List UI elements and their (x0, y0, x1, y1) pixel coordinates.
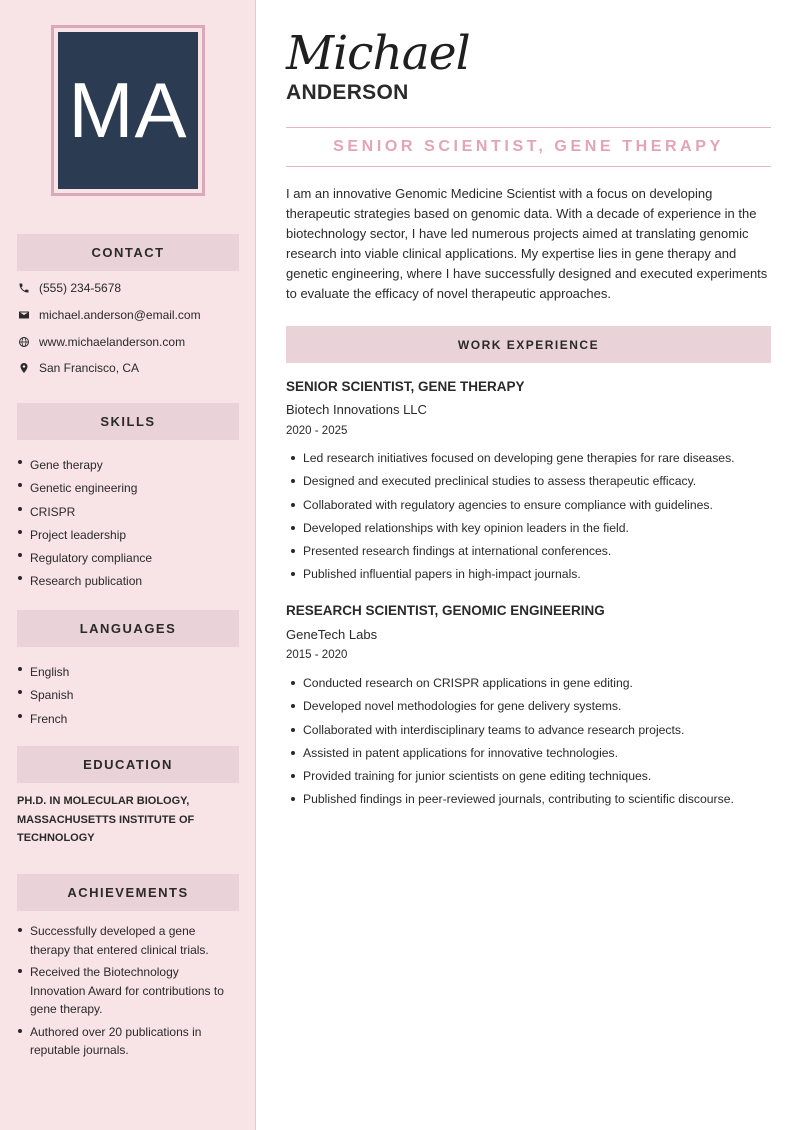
list-item: Developed novel methodologies for gene delivery systems. (286, 698, 771, 721)
job-role: SENIOR SCIENTIST, GENE THERAPY (286, 379, 525, 394)
education-degree: PH.D. IN MOLECULAR BIOLOGY, MASSACHUSETTS INSTITUTE OF TECHNOLOGY (17, 795, 195, 844)
list-item: Assisted in patent applications for innovative technologies. (286, 745, 771, 768)
job-dates: 2015 - 2020 (286, 649, 348, 661)
summary: I am an innovative Genomic Medicine Scientist with a focus on developing therapeutic strategies based on genomic data. With a decade of experience in the biotechnology sector, I have led numerous projects aimed at translating genomic research into viable clinical applications. My expertise lies in gene therapy and genetic engineering, where I have successfully designed and executed experiments to evaluate the efficacy of novel therapeutic approaches. (286, 186, 768, 302)
list-item: Successfully developed a gene therapy that entered clinical trials. (17, 922, 232, 959)
list-item: Collaborated with interdisciplinary teams to advance research projects. (286, 722, 771, 745)
list-item: Authored over 20 publications in reputable journals. (17, 1023, 232, 1060)
job-company: Biotech Innovations LLC (286, 402, 427, 417)
job-dates: 2020 - 2025 (286, 425, 348, 437)
achievements-list (17, 922, 232, 1060)
phone-text[interactable]: (555) 234-5678 (39, 281, 122, 295)
languages-heading: LANGUAGES (17, 610, 239, 647)
education-heading: EDUCATION (17, 746, 239, 783)
job-bullets (286, 675, 771, 815)
phone-icon (17, 281, 31, 295)
first-name: Michael (286, 26, 470, 81)
job-company: GeneTech Labs (286, 627, 378, 642)
contact-location (17, 361, 139, 375)
job-role: RESEARCH SCIENTIST, GENOMIC ENGINEERING (286, 603, 605, 618)
monogram-frame (51, 25, 205, 196)
list-item: Published findings in peer-reviewed journals, contributing to scientific discourse. (286, 791, 771, 814)
location-text: San Francisco, CA (39, 361, 140, 375)
contact-heading: CONTACT (17, 234, 239, 271)
sidebar (0, 0, 256, 1130)
contact-website (17, 335, 185, 349)
list-item: Research publication (17, 570, 239, 593)
job-bullets (286, 450, 771, 590)
monogram: MA (58, 32, 198, 189)
list-item: Provided training for junior scientists on gene editing techniques. (286, 768, 771, 791)
list-item: CRISPR (17, 501, 239, 524)
location-pin-icon (17, 361, 31, 375)
list-item: Genetic engineering (17, 477, 239, 500)
title-rule-bottom (286, 166, 771, 167)
skills-list (17, 454, 239, 594)
list-item: Collaborated with regulatory agencies to ensure compliance with guidelines. (286, 497, 771, 520)
list-item: Project leadership (17, 524, 239, 547)
job-title: SENIOR SCIENTIST, GENE THERAPY (333, 138, 724, 155)
contact-phone (17, 281, 121, 295)
languages-list (17, 661, 239, 731)
list-item: Spanish (17, 684, 239, 707)
list-item: English (17, 661, 239, 684)
list-item: Published influential papers in high-impact journals. (286, 566, 771, 589)
email-text[interactable]: michael.anderson@email.com (39, 308, 201, 322)
work-experience-heading: WORK EXPERIENCE (286, 326, 771, 363)
list-item: Developed relationships with key opinion leaders in the field. (286, 520, 771, 543)
globe-icon (17, 335, 31, 349)
list-item: Conducted research on CRISPR applications in gene editing. (286, 675, 771, 698)
list-item: Received the Biotechnology Innovation Award for contributions to gene therapy. (17, 963, 232, 1019)
list-item: Designed and executed preclinical studies to assess therapeutic efficacy. (286, 473, 771, 496)
contact-email (17, 308, 201, 322)
list-item: Led research initiatives focused on developing gene therapies for rare diseases. (286, 450, 771, 473)
last-name: ANDERSON (286, 81, 409, 104)
email-icon (17, 308, 31, 322)
list-item: Presented research findings at international conferences. (286, 543, 771, 566)
list-item: Gene therapy (17, 454, 239, 477)
achievements-heading: ACHIEVEMENTS (17, 874, 239, 911)
list-item: Regulatory compliance (17, 547, 239, 570)
skills-heading: SKILLS (17, 403, 239, 440)
website-text[interactable]: www.michaelanderson.com (39, 335, 186, 349)
list-item: French (17, 708, 239, 731)
